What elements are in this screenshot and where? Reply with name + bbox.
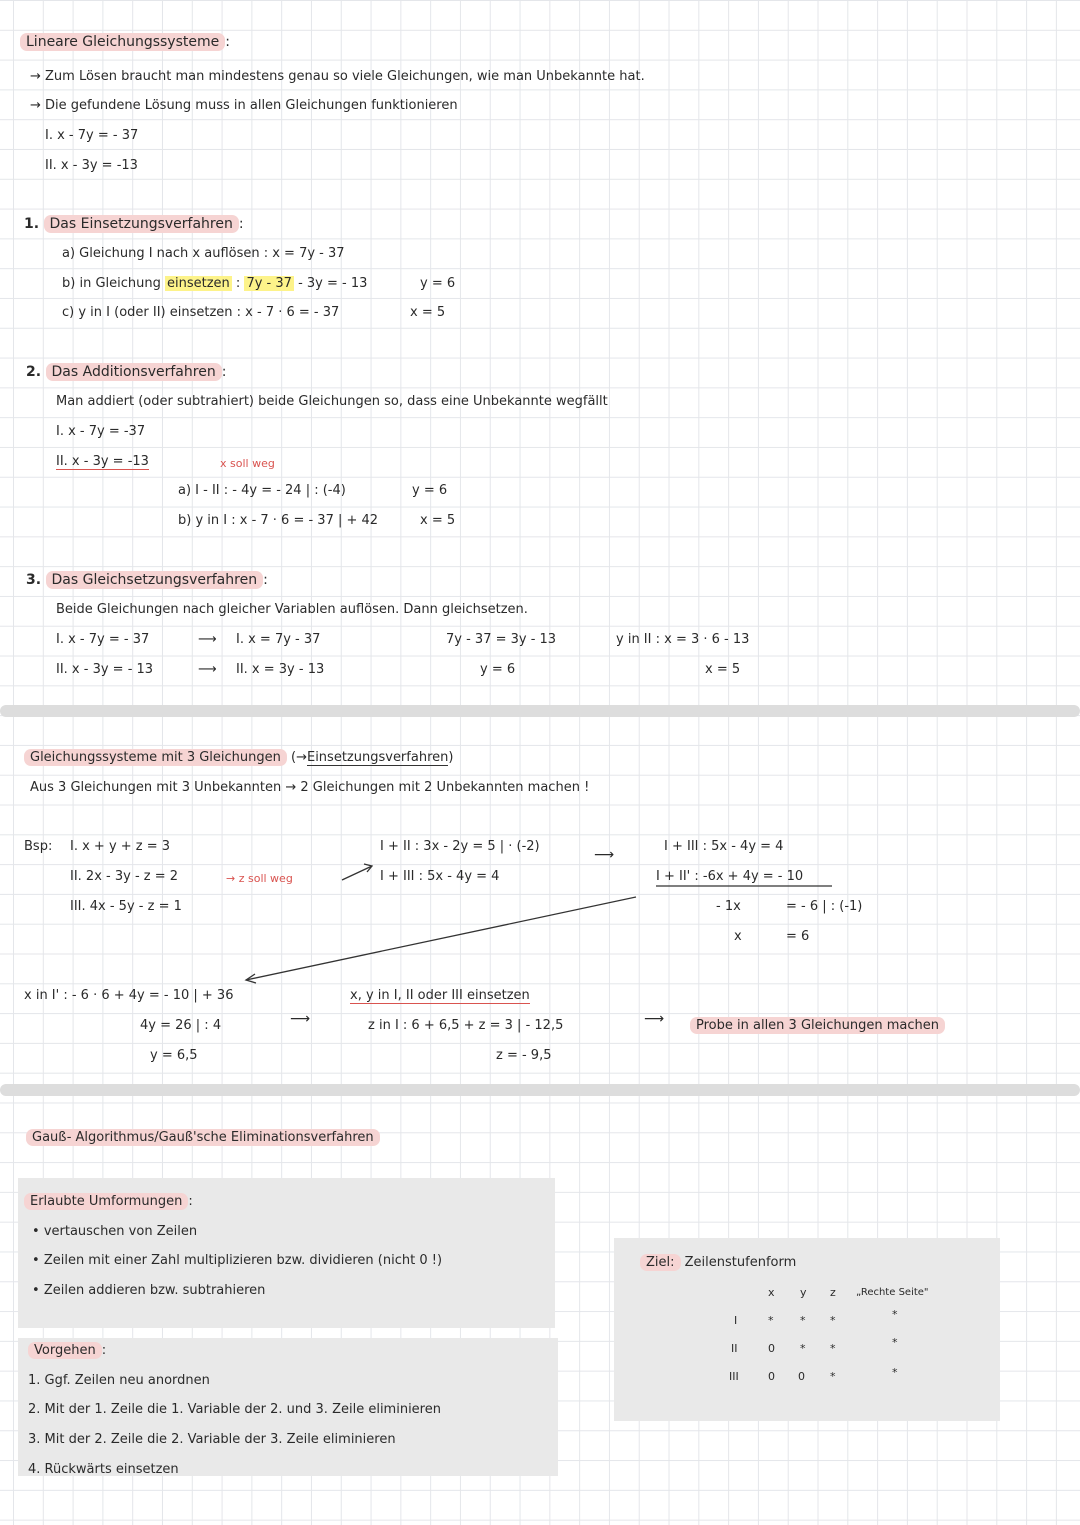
method1-step-a: a) Gleichung I nach x auflösen : x = 7y - 37: [62, 246, 345, 261]
step-2: 2. Mit der 1. Zeile die 1. Variable der 2. und 3. Zeile eliminieren: [28, 1402, 441, 1417]
section2-note-pre: (→: [291, 750, 307, 765]
table-cell: *: [830, 1342, 836, 1355]
bullet-icon: •: [32, 1283, 40, 1298]
section2-eq3: III. 4x - 5y - z = 1: [70, 899, 182, 914]
method2-colon: :: [221, 364, 227, 380]
allowed-title: Erlaubte Umformungen: [24, 1193, 188, 1210]
allowed-item-2: [32, 1252, 442, 1270]
table-cell: *: [830, 1370, 836, 1383]
table-cell: *: [768, 1314, 774, 1327]
method1-step-b-post: - 3y = - 13: [298, 276, 368, 291]
table-header-rhs: „Rechte Seite": [856, 1287, 929, 1298]
section2-eq2: II. 2x - 3y - z = 2: [70, 869, 179, 884]
method1-step-b: [62, 275, 367, 293]
section1-title-text: Lineare Gleichungssysteme: [20, 33, 225, 51]
method2-description: Man addiert (oder subtrahiert) beide Gleichungen so, dass eine Unbekannte wegfällt: [56, 394, 608, 409]
method2-step-a-result: y = 6: [412, 483, 448, 498]
method3-colon: :: [263, 572, 268, 588]
method1-step-b-colon: :: [235, 276, 241, 291]
method1-colon: :: [238, 216, 244, 232]
table-cell: *: [800, 1342, 806, 1355]
method2-eq2: [56, 453, 149, 471]
section2-r4: I + II' : -6x + 4y = - 10: [656, 869, 804, 884]
table-row-label-1: I: [734, 1314, 738, 1327]
section2-arrow3: ⟶: [644, 1011, 665, 1027]
method3-arrow1: ⟶: [198, 632, 217, 647]
section2-note-post: ): [448, 750, 454, 765]
method1-step-c-result: x = 5: [410, 305, 446, 320]
bullet-icon: •: [32, 1253, 40, 1268]
method2-eq2-text: II. x - 3y = -13: [56, 454, 149, 469]
method1-step-b-result: y = 6: [420, 276, 456, 291]
section2-insert-title: [350, 987, 530, 1005]
section2-arrow2: ⟶: [290, 1011, 311, 1027]
section3-title-text: Gauß- Algorithmus/Gauß'sche Eliminationsverfahren: [26, 1129, 380, 1146]
section2-insert-title-text: x, y in I, II oder III einsetzen: [350, 988, 530, 1003]
method2-heading: [26, 363, 226, 381]
method3-heading: [26, 571, 268, 589]
allowed-item-1: [32, 1223, 197, 1241]
section2-probe-text: Probe in allen 3 Gleichungen machen: [690, 1017, 945, 1034]
section2-eq1: I. x + y + z = 3: [70, 839, 171, 854]
section2-r5-right: = - 6 | : (-1): [786, 899, 863, 914]
section2-x-in-3: y = 6,5: [150, 1048, 198, 1063]
method3-eq1: I. x - 7y = - 37: [56, 632, 150, 647]
method3-resolved2: II. x = 3y - 13: [236, 662, 325, 677]
separator-1: [0, 705, 1080, 717]
method2-step-b-result: x = 5: [420, 513, 456, 528]
method2-step-a: a) I - II : - 4y = - 24 | : (-4): [178, 483, 346, 498]
section1-title-colon: :: [225, 34, 230, 50]
method3-equate-result: y = 6: [480, 662, 516, 677]
steps-title-colon: :: [101, 1343, 107, 1358]
section3-title: [26, 1129, 380, 1147]
section2-r3: I + III : 5x - 4y = 4: [664, 839, 784, 854]
method2-note: x soll weg: [220, 457, 275, 470]
method3-substitute: y in II : x = 3 · 6 - 13: [616, 632, 750, 647]
section2-r5-left: - 1x: [716, 899, 741, 914]
section2-r2: I + III : 5x - 4y = 4: [380, 869, 500, 884]
table-row-label-3: III: [729, 1370, 739, 1383]
method2-number: 2.: [26, 364, 42, 380]
table-cell: *: [800, 1314, 806, 1327]
separator-2: [0, 1084, 1080, 1096]
section2-r6-right: = 6: [786, 929, 810, 944]
method1-heading: [24, 215, 244, 233]
section2-insert-2: z = - 9,5: [496, 1048, 552, 1063]
section2-note: Einsetzungsverfahren: [306, 750, 449, 765]
section2-arrow1: ⟶: [594, 847, 615, 863]
method2-title: Das Additionsverfahren: [46, 363, 222, 381]
method1-step-b-highlight2: 7y - 37: [246, 276, 292, 291]
method1-step-c: c) y in I (oder II) einsetzen : x - 7 · 6 = - 37: [62, 305, 340, 320]
method3-equate: 7y - 37 = 3y - 13: [446, 632, 557, 647]
step-1: 1. Ggf. Zeilen neu anordnen: [28, 1373, 210, 1388]
table-cell: *: [830, 1314, 836, 1327]
table-header-z: z: [830, 1286, 836, 1299]
allowed-item-3-text: Zeilen addieren bzw. subtrahieren: [43, 1283, 266, 1298]
section1-eq2: II. x - 3y = -13: [45, 158, 138, 173]
table-cell: *: [892, 1366, 898, 1379]
bullet-icon: •: [32, 1224, 40, 1239]
section2-r1: I + II : 3x - 2y = 5 | · (-2): [380, 839, 540, 854]
table-cell: 0: [768, 1342, 775, 1355]
steps-title-line: [28, 1342, 106, 1360]
goal-text: Zeilenstufenform: [684, 1255, 797, 1270]
table-cell: 0: [768, 1370, 775, 1383]
section2-probe: [690, 1017, 945, 1035]
section2-z-weg: → z soll weg: [226, 872, 293, 885]
section1-bullet1: → Zum Lösen braucht man mindestens genau so viele Gleichungen, wie man Unbekannte hat.: [30, 69, 645, 84]
method2-eq1: I. x - 7y = -37: [56, 424, 146, 439]
method2-step-b: b) y in I : x - 7 · 6 = - 37 | + 42: [178, 513, 379, 528]
goal-label: Ziel:: [640, 1254, 681, 1271]
method3-title: Das Gleichsetzungsverfahren: [46, 571, 264, 589]
section2-r6-left: x: [734, 929, 742, 944]
section2-x-in: x in I' : - 6 · 6 + 4y = - 10 | + 36: [24, 988, 234, 1003]
allowed-item-2-text: Zeilen mit einer Zahl multiplizieren bzw. dividieren (nicht 0 !): [43, 1253, 443, 1268]
method1-step-b-pre: b) in Gleichung: [62, 276, 161, 291]
method3-arrow2: ⟶: [198, 662, 217, 677]
table-cell: 0: [798, 1370, 805, 1383]
step-3: 3. Mit der 2. Zeile die 2. Variable der 3. Zeile eliminieren: [28, 1432, 396, 1447]
method1-title: Das Einsetzungsverfahren: [44, 215, 239, 233]
allowed-title-line: [24, 1193, 193, 1211]
allowed-item-3: [32, 1282, 265, 1300]
table-header-x: x: [768, 1286, 775, 1299]
method1-number: 1.: [24, 216, 40, 232]
goal-line: [640, 1254, 796, 1272]
method3-resolved1: I. x = 7y - 37: [236, 632, 321, 647]
steps-title: Vorgehen: [28, 1342, 102, 1359]
step-4: 4. Rückwärts einsetzen: [28, 1462, 179, 1477]
allowed-item-1-text: vertauschen von Zeilen: [43, 1224, 198, 1239]
table-row-label-2: II: [731, 1342, 738, 1355]
table-cell: *: [892, 1336, 898, 1349]
section2-insert-1: z in I : 6 + 6,5 + z = 3 | - 12,5: [368, 1018, 564, 1033]
section1-bullet2: → Die gefundene Lösung muss in allen Gleichungen funktionieren: [30, 98, 458, 113]
table-header-y: y: [800, 1286, 807, 1299]
table-cell: *: [892, 1308, 898, 1321]
section2-title: Gleichungssysteme mit 3 Gleichungen: [24, 749, 287, 766]
method3-description: Beide Gleichungen nach gleicher Variablen auflösen. Dann gleichsetzen.: [56, 602, 528, 617]
allowed-title-colon: :: [188, 1194, 193, 1209]
method3-substitute-result: x = 5: [705, 662, 741, 677]
section2-title-line: [24, 749, 453, 767]
section2-bsp-label: Bsp:: [24, 839, 53, 854]
method3-eq2: II. x - 3y = - 13: [56, 662, 154, 677]
method3-number: 3.: [26, 572, 42, 588]
method1-step-b-highlight1: einsetzen: [167, 276, 230, 291]
section1-title: [20, 33, 230, 51]
section2-description: Aus 3 Gleichungen mit 3 Unbekannten → 2 Gleichungen mit 2 Unbekannten machen !: [30, 780, 590, 795]
section1-eq1: I. x - 7y = - 37: [45, 128, 139, 143]
section2-x-in-2: 4y = 26 | : 4: [140, 1018, 222, 1033]
